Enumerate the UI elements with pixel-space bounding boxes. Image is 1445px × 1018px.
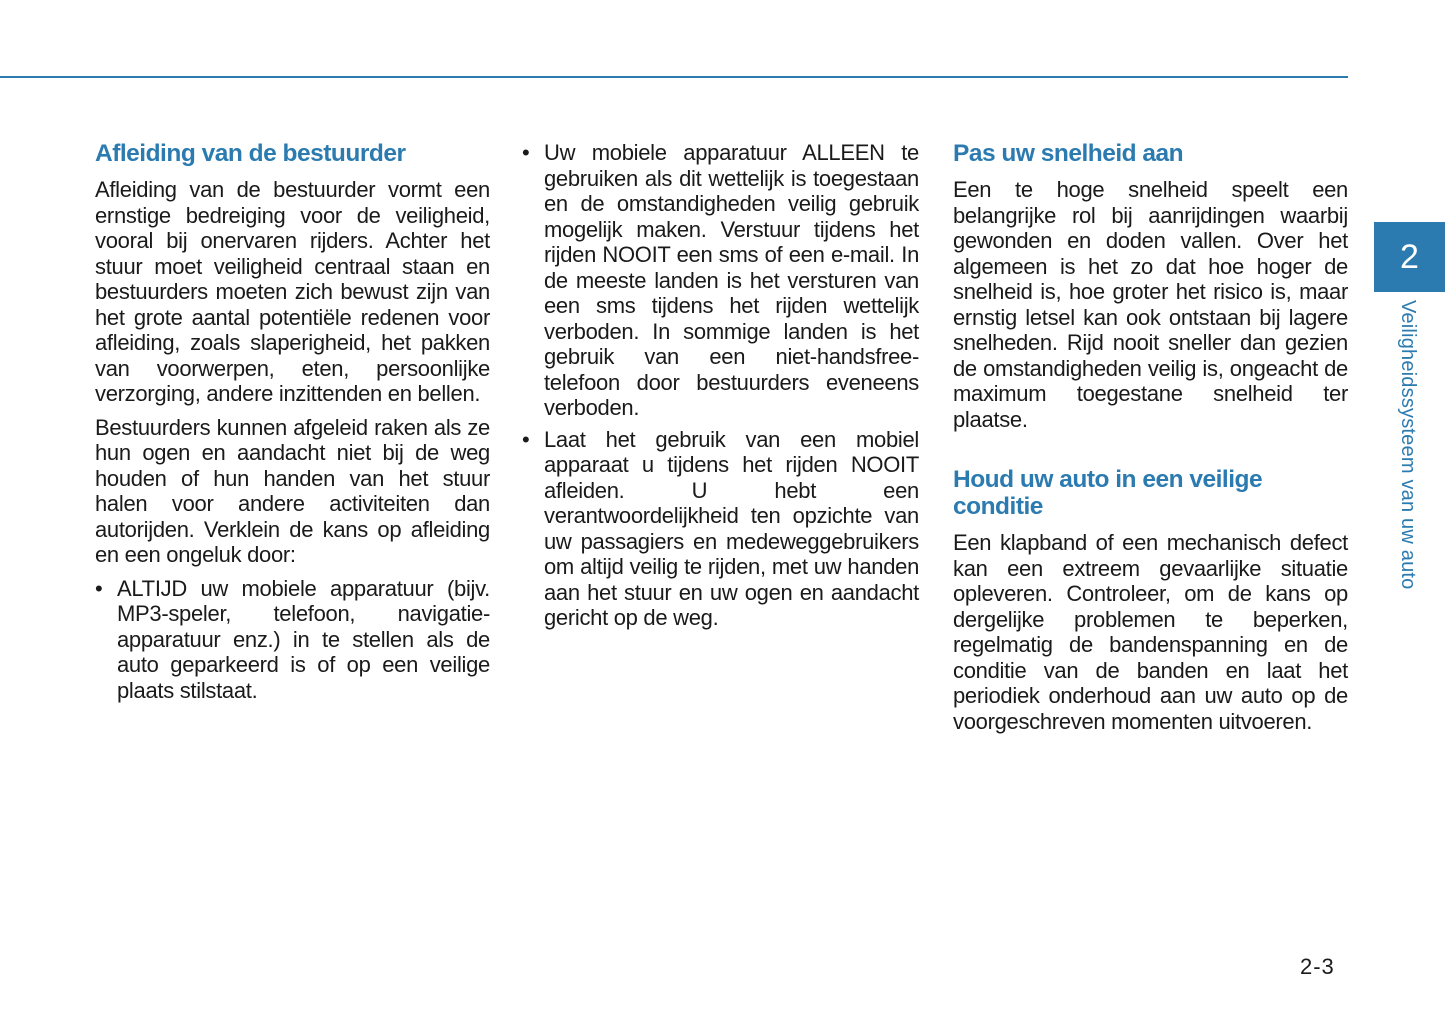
paragraph: Bestuurders kunnen afgeleid raken als ze hun ogen en aandacht niet bij de weg houden of hun handen van het stuur halen voor andere activiteiten dan autorijden. Verklein de kans op afleiding en een ongeluk door: [95,414,490,567]
list-item: • ALTIJD uw mobiele apparatuur (bijv. MP3-speler, telefoon, navigatie-apparatuur enz.) in te stellen als de auto geparkeerd is of op een veilige plaats stilstaat. [95,576,490,704]
chapter-tab: 2 [1374,222,1445,292]
list-item: • Laat het gebruik van een mobiel apparaat u tijdens het rijden NOOIT afleiden. U hebt een verantwoordelijkheid ten opzichte van uw passagiers en medeweggebruikers om altijd veilig te rijden, met uw handen aan het stuur en uw ogen en aandacht gericht op de weg. [522,427,919,631]
heading-vehicle-condition: Houd uw auto in een veilige conditie [953,466,1263,520]
bullet-list [522,140,919,631]
heading-driver-distraction: Afleiding van de bestuurder [95,140,406,167]
heading-adjust-speed: Pas uw snelheid aan [953,140,1184,167]
header-rule [0,76,1348,78]
chapter-title: Veiligheidssysteem van uw auto [1397,300,1419,590]
paragraph: Een klapband of een mechanisch defect kan een extreem gevaarlijke situatie opleveren. Controleer, om de kans op dergelijke problemen te beperken, regelmatig de bandenspanning en de conditie van de banden en laat het periodiek onderhoud aan uw auto op de voorgeschreven momenten uitvoeren. [953,530,1348,734]
paragraph: Een te hoge snelheid speelt een belangrijke rol bij aanrijdingen waarbij gewonden en doden vallen. Over het algemeen is het zo dat hoe hoger de snelheid is, hoe groter het risico is, maar ernstig letsel kan ook ontstaan bij lagere snelheden. Rijd nooit sneller dan gezien de omstandigheden veilig is, ongeacht de maximum toegestane snelheid ter plaatse. [953,177,1348,432]
column-left [95,140,490,711]
bullet-list [95,576,490,704]
list-item: • Uw mobiele apparatuur ALLEEN te gebruiken als dit wettelijk is toegestaan en de omstandigheden veilig gebruik mogelijk maken. Verstuur tijdens het rijden NOOIT een sms of een e-mail. In de meeste landen is het versturen van een sms tijdens het rijden wettelijk verboden. In sommige landen is het gebruik van een niet-handsfree-telefoon door bestuurders eveneens verboden. [522,140,919,421]
paragraph: Afleiding van de bestuurder vormt een ernstige bedreiging voor de veiligheid, vooral bij onervaren rijders. Achter het stuur moet veiligheid centraal staan en bestuurders moeten zich bewust zijn van het grote aantal potentiële redenen voor afleiding, zoals slaperigheid, het pakken van voorwerpen, eten, persoonlijke verzorging, andere inzittenden en bellen. [95,177,490,406]
column-middle [522,140,919,639]
page-number: 2-3 [1300,954,1335,979]
column-right [953,140,1348,742]
